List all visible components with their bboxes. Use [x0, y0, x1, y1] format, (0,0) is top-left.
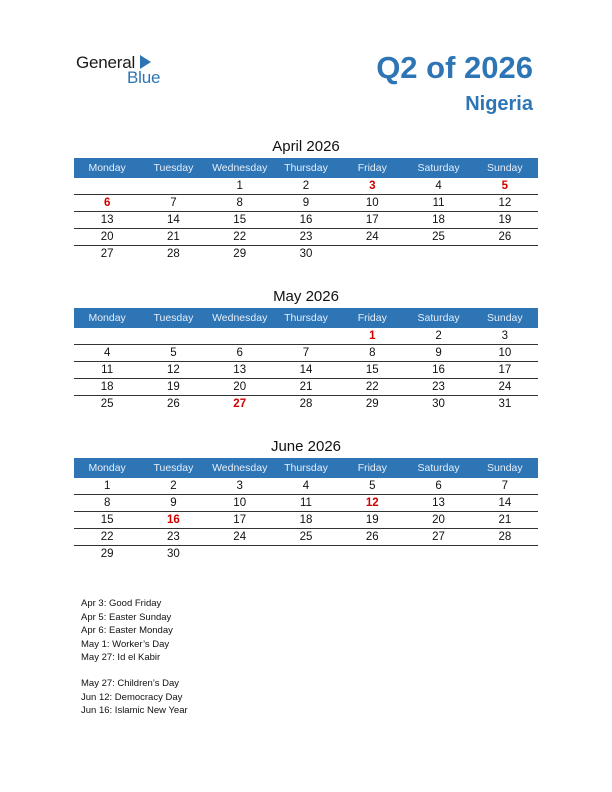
day-cell: 28	[498, 530, 512, 543]
day-cell: 4	[302, 479, 310, 492]
logo-text-general: General	[76, 53, 136, 72]
day-cell: 29	[100, 548, 114, 560]
holiday-note: May 27: Children’s Day	[81, 678, 180, 689]
day-cell: 17	[365, 213, 379, 226]
day-cell: 1	[236, 179, 243, 192]
week-row	[74, 529, 538, 546]
day-cell: 27	[432, 530, 445, 543]
logo-text-blue: Blue	[127, 68, 161, 87]
day-cell: 1	[103, 479, 111, 492]
day-cell: 30	[432, 398, 445, 410]
day-cell: 8	[103, 496, 111, 509]
weekday-header: Thursday	[284, 462, 328, 474]
weekday-header: Monday	[88, 162, 126, 174]
day-cell: 11	[300, 496, 312, 509]
day-cell: 24	[365, 230, 379, 243]
day-cell: 21	[498, 513, 512, 526]
week-row	[74, 246, 538, 263]
month-title: June 2026	[270, 438, 342, 455]
day-cell: 5	[170, 346, 177, 359]
day-cell: 22	[233, 230, 247, 243]
day-cell: 17	[498, 363, 512, 376]
day-cell: 2	[435, 329, 442, 342]
month-april	[74, 136, 538, 262]
day-cell: 19	[498, 213, 512, 226]
day-cell: 20	[100, 230, 114, 243]
holiday-note: Apr 5: Easter Sunday	[81, 611, 172, 623]
holiday-day-cell: 5	[501, 179, 509, 192]
week-row	[74, 212, 538, 229]
day-cell: 13	[233, 363, 247, 376]
day-cell: 15	[100, 513, 114, 526]
day-cell: 10	[233, 496, 247, 509]
holiday-day-cell: 16	[167, 513, 180, 526]
month-title: May 2026	[273, 288, 339, 305]
day-cell: 6	[435, 479, 442, 492]
week-row	[74, 362, 538, 379]
day-cell: 6	[236, 346, 243, 359]
weekday-header: Tuesday	[153, 312, 194, 324]
weekday-header: Tuesday	[153, 462, 194, 474]
holiday-day-cell: 3	[369, 179, 376, 192]
day-cell: 4	[103, 346, 111, 359]
week-row	[74, 396, 538, 413]
day-cell: 22	[365, 380, 379, 393]
day-cell: 24	[233, 530, 247, 543]
day-cell: 15	[233, 213, 247, 226]
day-cell: 26	[498, 230, 512, 243]
weekday-header: Sunday	[487, 462, 523, 474]
month-weeks	[74, 178, 538, 262]
day-cell: 18	[299, 513, 313, 526]
weekday-header: Monday	[88, 312, 126, 324]
day-cell: 5	[369, 479, 376, 492]
week-row	[74, 495, 538, 512]
day-cell: 22	[100, 530, 114, 543]
month-weeks	[74, 328, 538, 412]
logo	[76, 53, 186, 87]
weekday-header: Saturday	[417, 312, 460, 324]
day-cell: 11	[101, 363, 114, 376]
month-june	[74, 436, 538, 562]
weekday-header: Saturday	[417, 462, 460, 474]
weekday-header: Wednesday	[212, 162, 268, 174]
day-cell: 18	[432, 213, 445, 226]
day-cell: 26	[365, 530, 379, 543]
weekday-header: Sunday	[487, 312, 523, 324]
day-cell: 14	[299, 363, 313, 376]
day-cell: 9	[302, 196, 310, 209]
holiday-note: Jun 12: Democracy Day	[81, 691, 183, 703]
day-cell: 14	[498, 496, 512, 509]
week-row	[74, 379, 538, 396]
logo-flag-icon	[140, 55, 151, 69]
day-cell: 18	[100, 380, 114, 393]
weekday-header: Sunday	[487, 162, 523, 174]
month-may	[74, 286, 538, 412]
day-cell: 23	[167, 530, 180, 543]
day-cell: 3	[236, 479, 243, 492]
day-cell: 2	[302, 179, 310, 192]
week-row	[74, 328, 538, 345]
day-cell: 19	[167, 380, 180, 393]
holiday-note: Jun 16: Islamic New Year	[81, 705, 188, 716]
day-cell: 29	[365, 398, 379, 410]
holiday-day-cell: 12	[365, 496, 379, 509]
weekday-header: Thursday	[284, 162, 328, 174]
day-cell: 27	[100, 248, 114, 260]
weekday-header-row	[74, 158, 538, 178]
day-cell: 29	[233, 248, 247, 260]
day-cell: 7	[302, 346, 310, 359]
day-cell: 25	[432, 230, 445, 243]
day-cell: 9	[170, 496, 177, 509]
day-cell: 8	[369, 346, 376, 359]
week-row	[74, 546, 538, 563]
day-cell: 14	[167, 213, 180, 226]
day-cell: 16	[299, 213, 313, 226]
day-cell: 17	[233, 513, 247, 526]
weekday-header: Monday	[88, 462, 126, 474]
day-cell: 30	[167, 548, 180, 560]
holiday-day-cell: 6	[103, 196, 111, 209]
weekday-header: Wednesday	[212, 462, 268, 474]
weekday-header: Friday	[357, 312, 387, 324]
day-cell: 30	[299, 248, 313, 260]
week-row	[74, 345, 538, 362]
day-cell: 19	[365, 513, 379, 526]
week-row	[74, 478, 538, 495]
holiday-note: Apr 6: Easter Monday	[81, 625, 173, 636]
day-cell: 8	[236, 196, 243, 209]
day-cell: 25	[299, 530, 313, 543]
holiday-notes-group-2	[81, 677, 331, 718]
day-cell: 28	[167, 248, 180, 260]
day-cell: 3	[501, 329, 509, 342]
day-cell: 31	[498, 398, 512, 410]
holiday-note: May 1: Worker’s Day	[81, 638, 170, 650]
holiday-notes-group-1	[81, 597, 331, 665]
day-cell: 2	[170, 479, 177, 492]
page-title: Q2 of 2026	[376, 50, 533, 85]
month-weeks	[74, 478, 538, 562]
day-cell: 12	[498, 196, 512, 209]
day-cell: 7	[501, 479, 509, 492]
day-cell: 4	[435, 179, 442, 192]
weekday-header-row	[74, 458, 538, 478]
day-cell: 7	[170, 196, 177, 209]
weekday-header: Thursday	[284, 312, 328, 324]
weekday-header: Friday	[357, 162, 387, 174]
day-cell: 20	[233, 380, 247, 393]
day-cell: 21	[299, 380, 313, 393]
holiday-day-cell: 1	[369, 329, 376, 342]
day-cell: 9	[435, 346, 442, 359]
weekday-header: Friday	[357, 462, 387, 474]
day-cell: 23	[299, 230, 313, 243]
page-subtitle: Nigeria	[465, 93, 533, 115]
day-cell: 13	[100, 213, 114, 226]
day-cell: 26	[167, 398, 180, 410]
day-cell: 24	[498, 380, 512, 393]
day-cell: 11	[432, 196, 445, 209]
day-cell: 10	[365, 196, 379, 209]
day-cell: 20	[432, 513, 445, 526]
holiday-note: May 27: Id el Kabir	[81, 652, 161, 663]
weekday-header: Wednesday	[212, 312, 268, 324]
holiday-day-cell: 27	[233, 398, 247, 410]
month-title: April 2026	[272, 138, 340, 155]
holiday-note: Apr 3: Good Friday	[81, 598, 162, 609]
weekday-header: Tuesday	[153, 162, 194, 174]
weekday-header-row	[74, 308, 538, 328]
day-cell: 12	[167, 363, 180, 376]
day-cell: 15	[365, 363, 379, 376]
day-cell: 13	[432, 496, 445, 509]
day-cell: 21	[167, 230, 180, 243]
week-row	[74, 178, 538, 195]
day-cell: 16	[432, 363, 445, 376]
day-cell: 23	[432, 380, 445, 393]
day-cell: 28	[299, 398, 313, 410]
day-cell: 25	[100, 398, 114, 410]
week-row	[74, 512, 538, 529]
day-cell: 10	[498, 346, 512, 359]
week-row	[74, 229, 538, 246]
week-row	[74, 195, 538, 212]
weekday-header: Saturday	[417, 162, 460, 174]
